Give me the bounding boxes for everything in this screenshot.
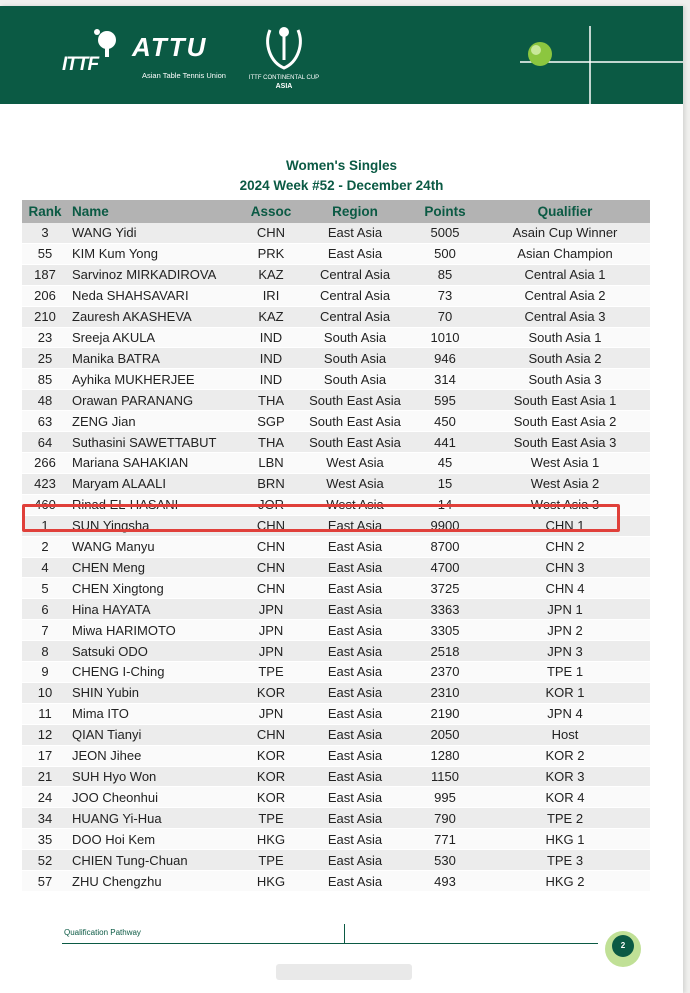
- cell-points: 1010: [410, 327, 480, 348]
- blurred-watermark: [276, 964, 412, 980]
- table-row: [22, 745, 650, 766]
- cell-rank: 1: [22, 515, 68, 536]
- cell-rank: 10: [22, 682, 68, 703]
- cell-rank: 21: [22, 766, 68, 787]
- table-row: [22, 452, 650, 473]
- table-row: [22, 557, 650, 578]
- cell-name: Sarvinoz MIRKADIROVA: [68, 264, 242, 285]
- cell-region: East Asia: [300, 808, 410, 829]
- cell-rank: 187: [22, 264, 68, 285]
- cell-assoc: KOR: [242, 682, 300, 703]
- table-title: Women's Singles: [286, 158, 397, 173]
- footer-divider: [344, 924, 345, 944]
- cell-points: 9900: [410, 515, 480, 536]
- cell-qualifier: KOR 3: [480, 766, 650, 787]
- rankings-table: [22, 200, 650, 892]
- cell-rank: 64: [22, 432, 68, 453]
- table-row: [22, 243, 650, 264]
- cell-points: 946: [410, 348, 480, 369]
- cell-assoc: JPN: [242, 599, 300, 620]
- table-row: [22, 850, 650, 871]
- cell-rank: 11: [22, 703, 68, 724]
- cell-points: 2370: [410, 662, 480, 683]
- cell-qualifier: TPE 3: [480, 850, 650, 871]
- column-header-region: Region: [300, 200, 410, 223]
- cell-name: WANG Yidi: [68, 223, 242, 243]
- cell-name: Satsuki ODO: [68, 641, 242, 662]
- cell-rank: 12: [22, 724, 68, 745]
- cell-rank: 3: [22, 223, 68, 243]
- cell-rank: 206: [22, 285, 68, 306]
- cell-assoc: TPE: [242, 808, 300, 829]
- column-header-rank: Rank: [22, 200, 68, 223]
- cup-subtitle: ITTF CONTINENTAL CUP: [248, 75, 320, 81]
- cell-region: South East Asia: [300, 432, 410, 453]
- cell-rank: 55: [22, 243, 68, 264]
- cell-region: East Asia: [300, 557, 410, 578]
- table-row: [22, 787, 650, 808]
- cell-region: East Asia: [300, 599, 410, 620]
- cell-name: Suthasini SAWETTABUT: [68, 432, 242, 453]
- cell-name: KIM Kum Yong: [68, 243, 242, 264]
- cell-name: SUH Hyo Won: [68, 766, 242, 787]
- cell-rank: 17: [22, 745, 68, 766]
- cell-qualifier: South Asia 1: [480, 327, 650, 348]
- cell-assoc: IND: [242, 327, 300, 348]
- table-row: [22, 599, 650, 620]
- cell-region: South Asia: [300, 348, 410, 369]
- cell-name: Zauresh AKASHEVA: [68, 306, 242, 327]
- cell-name: Ayhika MUKHERJEE: [68, 369, 242, 390]
- cell-rank: 266: [22, 452, 68, 473]
- cell-region: East Asia: [300, 724, 410, 745]
- table-row: [22, 829, 650, 850]
- cell-points: 790: [410, 808, 480, 829]
- cell-qualifier: South Asia 2: [480, 348, 650, 369]
- cell-name: DOO Hoi Kem: [68, 829, 242, 850]
- cell-assoc: IND: [242, 369, 300, 390]
- table-row: [22, 766, 650, 787]
- cell-region: East Asia: [300, 662, 410, 683]
- table-row: [22, 703, 650, 724]
- table-row: [22, 724, 650, 745]
- table-row: [22, 662, 650, 683]
- cell-name: SUN Yingsha: [68, 515, 242, 536]
- cell-points: 14: [410, 494, 480, 515]
- cell-rank: 210: [22, 306, 68, 327]
- document-page: [0, 6, 683, 993]
- cell-assoc: JPN: [242, 703, 300, 724]
- cell-name: SHIN Yubin: [68, 682, 242, 703]
- table-row: [22, 578, 650, 599]
- table-row: [22, 536, 650, 557]
- cell-name: Mariana SAHAKIAN: [68, 452, 242, 473]
- column-header-qualifier: Qualifier: [480, 200, 650, 223]
- cell-rank: 460: [22, 494, 68, 515]
- cell-rank: 63: [22, 411, 68, 432]
- cell-assoc: TPE: [242, 662, 300, 683]
- cell-points: 1150: [410, 766, 480, 787]
- cell-region: East Asia: [300, 578, 410, 599]
- cell-rank: 423: [22, 473, 68, 494]
- attu-logo: [132, 32, 242, 88]
- cell-name: CHEN Meng: [68, 557, 242, 578]
- cell-assoc: CHN: [242, 557, 300, 578]
- table-row: [22, 620, 650, 641]
- table-row: [22, 411, 650, 432]
- header-banner: [0, 6, 683, 104]
- table-header-row: [22, 200, 650, 223]
- cell-points: 15: [410, 473, 480, 494]
- cell-qualifier: South East Asia 2: [480, 411, 650, 432]
- cell-name: CHIEN Tung-Chuan: [68, 850, 242, 871]
- cell-qualifier: TPE 1: [480, 662, 650, 683]
- cell-name: ZENG Jian: [68, 411, 242, 432]
- cell-qualifier: JPN 2: [480, 620, 650, 641]
- cell-points: 3305: [410, 620, 480, 641]
- cell-rank: 8: [22, 641, 68, 662]
- cell-points: 2190: [410, 703, 480, 724]
- table-row: [22, 641, 650, 662]
- cell-rank: 48: [22, 390, 68, 411]
- cell-name: Orawan PARANANG: [68, 390, 242, 411]
- cell-points: 8700: [410, 536, 480, 557]
- cell-rank: 25: [22, 348, 68, 369]
- cell-qualifier: CHN 1: [480, 515, 650, 536]
- trophy-emblem-icon: [262, 24, 306, 72]
- cell-region: East Asia: [300, 515, 410, 536]
- cell-points: 45: [410, 452, 480, 473]
- cell-rank: 7: [22, 620, 68, 641]
- cell-points: 450: [410, 411, 480, 432]
- cell-name: Hina HAYATA: [68, 599, 242, 620]
- highlight-box: [22, 504, 620, 532]
- cell-region: East Asia: [300, 850, 410, 871]
- cell-points: 2050: [410, 724, 480, 745]
- cell-assoc: LBN: [242, 452, 300, 473]
- cell-assoc: THA: [242, 390, 300, 411]
- cell-qualifier: Host: [480, 724, 650, 745]
- page-number: 2: [612, 935, 634, 957]
- table-row: [22, 348, 650, 369]
- decorative-ball-graphic: [510, 26, 683, 104]
- cell-assoc: CHN: [242, 578, 300, 599]
- cell-rank: 34: [22, 808, 68, 829]
- cell-qualifier: HKG 1: [480, 829, 650, 850]
- cell-qualifier: Central Asia 1: [480, 264, 650, 285]
- cell-assoc: JPN: [242, 620, 300, 641]
- cell-qualifier: Central Asia 3: [480, 306, 650, 327]
- cell-name: ZHU Chengzhu: [68, 871, 242, 892]
- attu-logo-mark: ATTU: [132, 32, 208, 62]
- cell-points: 771: [410, 829, 480, 850]
- cell-qualifier: Asian Champion: [480, 243, 650, 264]
- cell-rank: 57: [22, 871, 68, 892]
- cell-points: 2518: [410, 641, 480, 662]
- cell-qualifier: JPN 4: [480, 703, 650, 724]
- cell-rank: 35: [22, 829, 68, 850]
- cell-rank: 23: [22, 327, 68, 348]
- cell-points: 314: [410, 369, 480, 390]
- cell-assoc: KAZ: [242, 264, 300, 285]
- cell-name: JEON Jihee: [68, 745, 242, 766]
- cell-region: East Asia: [300, 766, 410, 787]
- column-header-name: Name: [68, 200, 242, 223]
- cell-region: East Asia: [300, 536, 410, 557]
- cell-region: East Asia: [300, 243, 410, 264]
- attu-subtitle: Asian Table Tennis Union: [142, 71, 226, 80]
- cell-points: 493: [410, 871, 480, 892]
- table-row: [22, 473, 650, 494]
- cell-points: 5005: [410, 223, 480, 243]
- table-row: [22, 327, 650, 348]
- cell-assoc: JOR: [242, 494, 300, 515]
- cell-region: West Asia: [300, 473, 410, 494]
- cell-assoc: KOR: [242, 745, 300, 766]
- table-row: [22, 369, 650, 390]
- cell-assoc: IND: [242, 348, 300, 369]
- table-row: [22, 306, 650, 327]
- cell-name: JOO Cheonhui: [68, 787, 242, 808]
- cell-name: QIAN Tianyi: [68, 724, 242, 745]
- cell-rank: 2: [22, 536, 68, 557]
- cell-qualifier: HKG 2: [480, 871, 650, 892]
- cell-points: 995: [410, 787, 480, 808]
- cell-name: Neda SHAHSAVARI: [68, 285, 242, 306]
- cell-assoc: JPN: [242, 641, 300, 662]
- cell-region: East Asia: [300, 682, 410, 703]
- cell-region: South East Asia: [300, 411, 410, 432]
- cell-region: South Asia: [300, 327, 410, 348]
- cell-points: 595: [410, 390, 480, 411]
- cell-rank: 24: [22, 787, 68, 808]
- table-subtitle: 2024 Week #52 - December 24th: [239, 178, 444, 193]
- cell-name: HUANG Yi-Hua: [68, 808, 242, 829]
- cell-region: East Asia: [300, 829, 410, 850]
- cell-qualifier: TPE 2: [480, 808, 650, 829]
- cell-points: 3363: [410, 599, 480, 620]
- cell-assoc: HKG: [242, 829, 300, 850]
- cell-points: 1280: [410, 745, 480, 766]
- cell-qualifier: KOR 1: [480, 682, 650, 703]
- cell-qualifier: South East Asia 1: [480, 390, 650, 411]
- cell-qualifier: South East Asia 3: [480, 432, 650, 453]
- cell-qualifier: Asain Cup Winner: [480, 223, 650, 243]
- cell-rank: 52: [22, 850, 68, 871]
- cell-assoc: IRI: [242, 285, 300, 306]
- cell-qualifier: Central Asia 2: [480, 285, 650, 306]
- table-row: [22, 264, 650, 285]
- cell-qualifier: CHN 4: [480, 578, 650, 599]
- cell-name: Rinad EL-HASANI: [68, 494, 242, 515]
- cell-qualifier: KOR 4: [480, 787, 650, 808]
- column-header-points: Points: [410, 200, 480, 223]
- cell-assoc: KOR: [242, 766, 300, 787]
- cell-name: Maryam ALAALI: [68, 473, 242, 494]
- cell-qualifier: JPN 1: [480, 599, 650, 620]
- cell-points: 73: [410, 285, 480, 306]
- table-row: [22, 871, 650, 892]
- cell-rank: 5: [22, 578, 68, 599]
- cell-points: 441: [410, 432, 480, 453]
- cell-region: Central Asia: [300, 306, 410, 327]
- cell-name: Sreeja AKULA: [68, 327, 242, 348]
- cell-points: 530: [410, 850, 480, 871]
- cell-assoc: KOR: [242, 787, 300, 808]
- cell-assoc: TPE: [242, 850, 300, 871]
- cell-region: West Asia: [300, 452, 410, 473]
- cell-qualifier: KOR 2: [480, 745, 650, 766]
- cell-points: 4700: [410, 557, 480, 578]
- cell-assoc: HKG: [242, 871, 300, 892]
- cell-region: West Asia: [300, 494, 410, 515]
- cell-rank: 6: [22, 599, 68, 620]
- ittf-logo-text: ITTF: [62, 54, 99, 75]
- cell-points: 2310: [410, 682, 480, 703]
- cup-region: ASIA: [275, 83, 293, 90]
- cell-points: 3725: [410, 578, 480, 599]
- cell-name: CHEN Xingtong: [68, 578, 242, 599]
- cell-assoc: CHN: [242, 536, 300, 557]
- table-row: [22, 223, 650, 243]
- cell-rank: 4: [22, 557, 68, 578]
- table-row: [22, 285, 650, 306]
- cell-qualifier: South Asia 3: [480, 369, 650, 390]
- cell-region: East Asia: [300, 745, 410, 766]
- cell-assoc: KAZ: [242, 306, 300, 327]
- cell-name: Mima ITO: [68, 703, 242, 724]
- cell-assoc: CHN: [242, 724, 300, 745]
- cell-qualifier: CHN 3: [480, 557, 650, 578]
- cell-assoc: CHN: [242, 223, 300, 243]
- cell-name: WANG Manyu: [68, 536, 242, 557]
- cell-region: Central Asia: [300, 285, 410, 306]
- cell-points: 70: [410, 306, 480, 327]
- cell-qualifier: West Asia 1: [480, 452, 650, 473]
- cell-region: East Asia: [300, 641, 410, 662]
- cell-region: East Asia: [300, 703, 410, 724]
- cell-assoc: SGP: [242, 411, 300, 432]
- cell-rank: 9: [22, 662, 68, 683]
- cell-region: South Asia: [300, 369, 410, 390]
- continental-cup-logo: [246, 24, 322, 96]
- cell-region: East Asia: [300, 223, 410, 243]
- cell-qualifier: CHN 2: [480, 536, 650, 557]
- cell-name: CHENG I-Ching: [68, 662, 242, 683]
- cell-points: 500: [410, 243, 480, 264]
- column-header-assoc: Assoc: [242, 200, 300, 223]
- cell-name: Manika BATRA: [68, 348, 242, 369]
- cell-qualifier: West Asia 2: [480, 473, 650, 494]
- table-row: [22, 682, 650, 703]
- ittf-logo: [62, 28, 124, 84]
- cell-assoc: PRK: [242, 243, 300, 264]
- cell-region: Central Asia: [300, 264, 410, 285]
- cell-region: East Asia: [300, 620, 410, 641]
- footer-rule: [62, 943, 598, 944]
- footer-label: Qualification Pathway: [64, 928, 141, 937]
- cell-assoc: THA: [242, 432, 300, 453]
- cell-qualifier: West Asia 3: [480, 494, 650, 515]
- table-row: [22, 432, 650, 453]
- cell-region: East Asia: [300, 787, 410, 808]
- table-row: [22, 390, 650, 411]
- table-row: [22, 808, 650, 829]
- cell-qualifier: JPN 3: [480, 641, 650, 662]
- cell-name: Miwa HARIMOTO: [68, 620, 242, 641]
- cell-points: 85: [410, 264, 480, 285]
- cell-assoc: CHN: [242, 515, 300, 536]
- cell-assoc: BRN: [242, 473, 300, 494]
- cell-region: South East Asia: [300, 390, 410, 411]
- cell-rank: 85: [22, 369, 68, 390]
- cell-region: East Asia: [300, 871, 410, 892]
